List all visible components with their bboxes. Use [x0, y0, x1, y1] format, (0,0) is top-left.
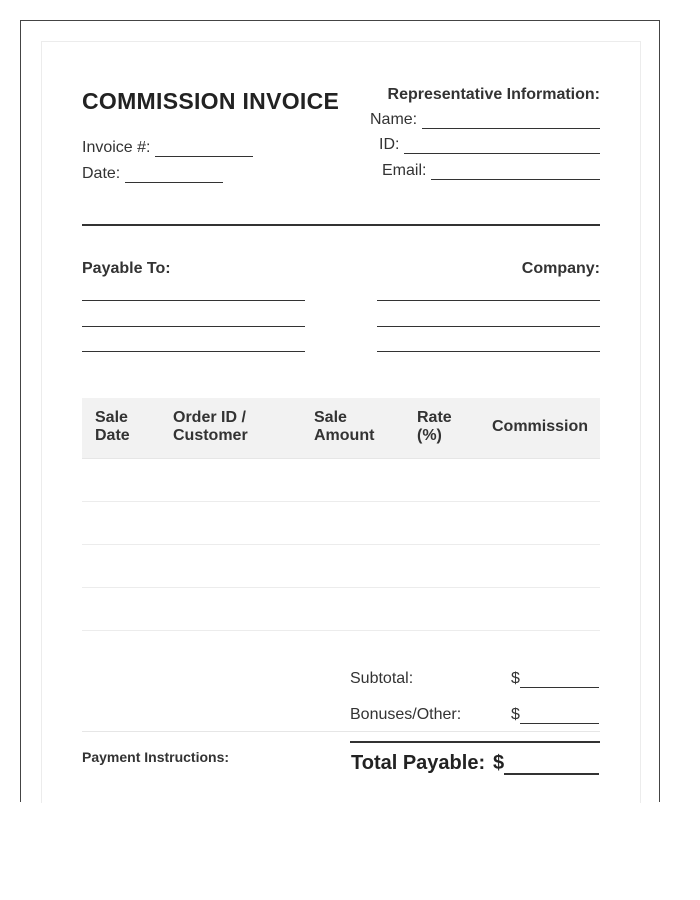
payable-to-line-2[interactable] — [82, 326, 305, 327]
table-row[interactable] — [82, 459, 600, 502]
column-header-sale-date — [95, 409, 130, 445]
company-line-2[interactable] — [377, 326, 600, 327]
invoice-number-field[interactable] — [82, 139, 253, 157]
bonuses-blank[interactable] — [520, 707, 599, 724]
rep-name-label: Name: — [370, 111, 418, 128]
total-payable-label: Total Payable: — [351, 752, 486, 774]
column-header-line: Customer — [173, 427, 248, 444]
subtotal-currency: $ — [511, 670, 520, 687]
column-header-line: Commission — [492, 418, 589, 435]
bonuses-label: Bonuses/Other: — [350, 706, 462, 723]
representative-heading: Representative Information: — [387, 86, 600, 103]
header-divider — [82, 224, 600, 226]
column-header-line: Sale — [314, 409, 347, 426]
table-row[interactable] — [82, 588, 600, 631]
total-currency: $ — [493, 752, 505, 774]
subtotal-blank[interactable] — [520, 671, 599, 688]
date-blank[interactable] — [125, 166, 223, 183]
company-label: Company: — [521, 260, 600, 277]
subtotal-label: Subtotal: — [350, 670, 414, 687]
table-row[interactable] — [82, 545, 600, 588]
column-header-line: Sale — [95, 409, 128, 426]
payable-to-line-1[interactable] — [82, 300, 305, 301]
total-divider — [350, 741, 600, 743]
total-payable-blank[interactable] — [504, 753, 599, 775]
invoice-title: COMMISSION INVOICE — [82, 88, 340, 114]
rep-id-blank[interactable] — [404, 137, 600, 154]
rep-email-field[interactable] — [382, 162, 600, 180]
date-label: Date: — [82, 165, 121, 182]
table-row[interactable] — [82, 502, 600, 545]
rep-id-label: ID: — [379, 136, 400, 153]
payment-instructions-label: Payment Instructions: — [82, 749, 230, 765]
invoice-number-label: Invoice #: — [82, 139, 151, 156]
payable-to-line-3[interactable] — [82, 351, 305, 352]
date-field[interactable] — [82, 165, 223, 183]
total-payable-field[interactable] — [493, 752, 599, 775]
rep-id-field[interactable] — [379, 136, 600, 154]
column-header-commission — [492, 418, 588, 436]
column-header-line: (%) — [417, 427, 442, 444]
commission-table — [82, 398, 600, 631]
rep-name-field[interactable] — [370, 111, 600, 129]
column-header-line: Order ID / — [173, 409, 246, 426]
rep-name-blank[interactable] — [422, 112, 600, 129]
table-header — [82, 398, 600, 459]
bonuses-currency: $ — [511, 706, 520, 723]
invoice-number-blank[interactable] — [155, 140, 253, 157]
column-header-rate — [417, 409, 452, 445]
column-header-sale-amount — [314, 409, 374, 445]
company-line-1[interactable] — [377, 300, 600, 301]
payable-to-label: Payable To: — [82, 260, 171, 277]
company-line-3[interactable] — [377, 351, 600, 352]
rep-email-blank[interactable] — [431, 163, 600, 180]
column-header-order-customer — [173, 409, 248, 445]
column-header-line: Date — [95, 427, 130, 444]
summary-divider — [82, 731, 600, 732]
column-header-line: Amount — [314, 427, 375, 444]
rep-email-label: Email: — [382, 162, 427, 179]
subtotal-field[interactable] — [511, 670, 599, 688]
column-header-line: Rate — [417, 409, 452, 426]
bonuses-field[interactable] — [511, 706, 599, 724]
